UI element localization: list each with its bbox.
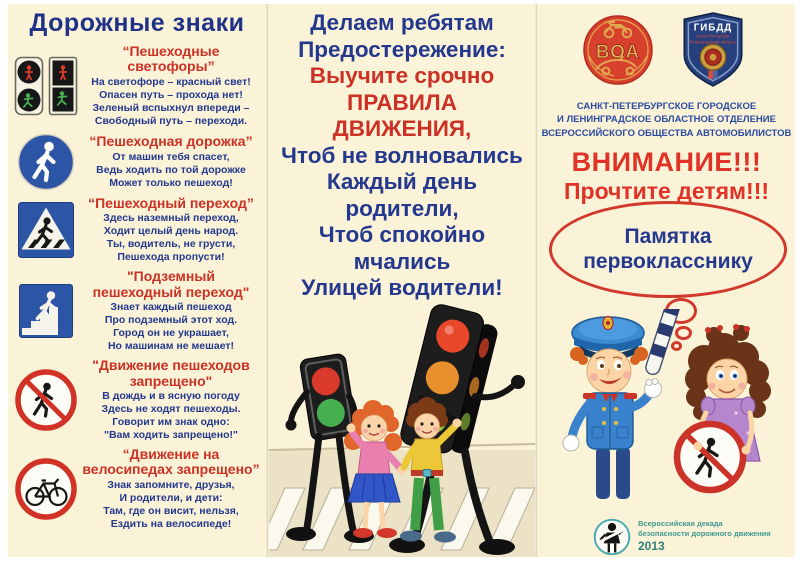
policeman-character: [563, 309, 683, 499]
pedestrian-signals-sign-icon: [11, 56, 81, 116]
sign-section-text: [81, 134, 263, 189]
poem-line: Делаем ребятам: [310, 10, 494, 35]
sign-section-pedestrian-signals: [11, 44, 263, 128]
no-bicycles-sign-icon: [11, 458, 81, 520]
decade-badge-logo: [592, 515, 632, 559]
road-signs-title: Дорожные знаки: [29, 9, 245, 37]
poem-line: Город он не украшает,: [113, 327, 229, 340]
poem-line: Чтоб не волновались: [281, 142, 523, 168]
voa-logo: [582, 14, 654, 86]
sign-section-no-pedestrians: [11, 358, 263, 442]
poem-line: ПРАВИЛА: [347, 89, 457, 115]
badge-line: безопасности дорожного движения: [638, 528, 771, 538]
poem-line: Про подземный этот ход.: [104, 314, 238, 327]
poem-line: Там, где он висит, нельзя,: [103, 504, 239, 517]
poem-line: Ездить на велосипеде!: [110, 517, 232, 530]
poem-line: Ходит целый день народ.: [103, 225, 239, 238]
poem-line: Каждый день: [326, 169, 478, 195]
poem-line: Улицей водители!: [301, 275, 503, 301]
attention-line: Прочтите детям!!!: [563, 177, 770, 204]
poem-line: Здесь не ходят пешеходы.: [101, 402, 241, 415]
poem-line: Может только пешеход!: [109, 176, 233, 189]
fold-line: [535, 4, 538, 557]
gibdd-badge: [674, 11, 752, 89]
sign-title: “Пешеходный переход”: [88, 194, 254, 211]
poem-line: В дождь и в ясную погоду: [102, 389, 240, 402]
no-pedestrians-sign-icon: [11, 369, 81, 431]
poem-line: "Вам ходить запрещено!": [103, 428, 239, 441]
poem-line: И родители, и дети:: [119, 491, 223, 504]
organization-text: [538, 100, 795, 140]
poem-line: Зеленый вспыхнул впереди –: [92, 101, 250, 114]
sign-section-text: [81, 447, 263, 531]
poem-line: От машин тебя спасет,: [112, 150, 230, 163]
decade-badge-text: [638, 515, 771, 553]
traffic-light-characters-illustration: [269, 300, 535, 557]
warning-poem-panel: [269, 4, 535, 557]
sign-section-text: [81, 269, 263, 353]
svg-text:ГИБДД: ГИБДД: [693, 22, 732, 34]
sign-section-text: [81, 196, 263, 264]
fold-line: [266, 4, 269, 557]
poem-line: Говорит им знак одно:: [112, 415, 230, 428]
poem-line: Выучите срочно: [309, 63, 495, 89]
sign-section-text: [81, 358, 263, 442]
sign-section-footpath: [11, 133, 263, 191]
poem-line: ДВИЖЕНИЯ,: [332, 116, 472, 142]
svg-text:Ленинградская область: Ленинградская область: [688, 39, 737, 45]
poem-line: Ведь ходить по той дорожке: [96, 163, 246, 176]
sign-section-no-bicycles: [11, 447, 263, 531]
badge-line: Всероссийская декада: [638, 519, 723, 528]
svg-text:Санкт-Петербург: Санкт-Петербург: [695, 33, 730, 39]
poem-line: мчались: [353, 248, 451, 274]
poem-line: Предостережение:: [298, 36, 506, 62]
sign-title: “Пешеходная дорожка”: [89, 133, 253, 150]
poem-line: Здесь наземный переход,: [103, 212, 239, 225]
sign-section-crosswalk: [11, 196, 263, 264]
svg-text:ВОА: ВОА: [595, 42, 640, 63]
poem-line: Свободный путь – переходи.: [94, 114, 248, 127]
org-line: САНКТ-ПЕТЕРБУРГСКОЕ ГОРОДСКОЕ: [576, 101, 757, 112]
sign-title: “Пешеходные светофоры”: [122, 43, 220, 75]
org-line: ВСЕРОССИЙСКОГО ОБЩЕСТВА АВТОМОБИЛИСТОВ: [541, 127, 792, 139]
poem-line: На светофоре – красный свет!: [91, 75, 251, 88]
logos-row: [538, 10, 795, 90]
poem-line: Но машинам не мешает!: [107, 340, 235, 353]
sign-title: "Подземный пешеходный переход": [92, 268, 250, 300]
cover-girl-character: [677, 324, 771, 490]
poem-line: Опасен путь – прохода нет!: [99, 88, 243, 101]
sign-section-underpass: [11, 269, 263, 353]
footpath-sign-icon: [11, 133, 81, 191]
sign-title: “Движение на велосипедах запрещено”: [82, 445, 260, 478]
poem-line: Знает каждый пешеход: [110, 301, 232, 314]
org-line: И ЛЕНИНГРАДСКОЕ ОБЛАСТНОЕ ОТДЕЛЕНИЕ: [557, 114, 776, 126]
poem-line: Пешехода пропусти!: [117, 251, 225, 264]
policeman-and-girl-illustration: [538, 309, 795, 521]
cover-panel: [538, 4, 795, 557]
poem-line: родители,: [345, 195, 459, 221]
decade-badge: [592, 515, 771, 559]
attention-line: ВНИМАНИЕ!!!: [571, 146, 762, 177]
held-no-pedestrians-sign: [677, 424, 743, 490]
underpass-sign-icon: [11, 283, 81, 339]
attention-block: [538, 148, 795, 204]
badge-year: 2013: [638, 538, 665, 553]
memo-title-oval: [549, 201, 787, 298]
sign-title: "Движение пешеходов запрещено": [92, 357, 250, 389]
poem-line: Знак запомните, друзья,: [107, 478, 235, 491]
crosswalk-sign-icon: [11, 201, 81, 259]
memo-title-line: первокласснику: [583, 249, 753, 273]
poem-line: Ты, водитель, не грусти,: [106, 238, 236, 251]
memo-title-line: Памятка: [624, 224, 712, 248]
sign-section-text: [81, 44, 263, 128]
road-signs-panel: [8, 4, 266, 557]
brochure-sheet: [8, 4, 795, 557]
warning-poem: [269, 10, 535, 302]
poem-line: Чтоб спокойно: [318, 222, 486, 248]
